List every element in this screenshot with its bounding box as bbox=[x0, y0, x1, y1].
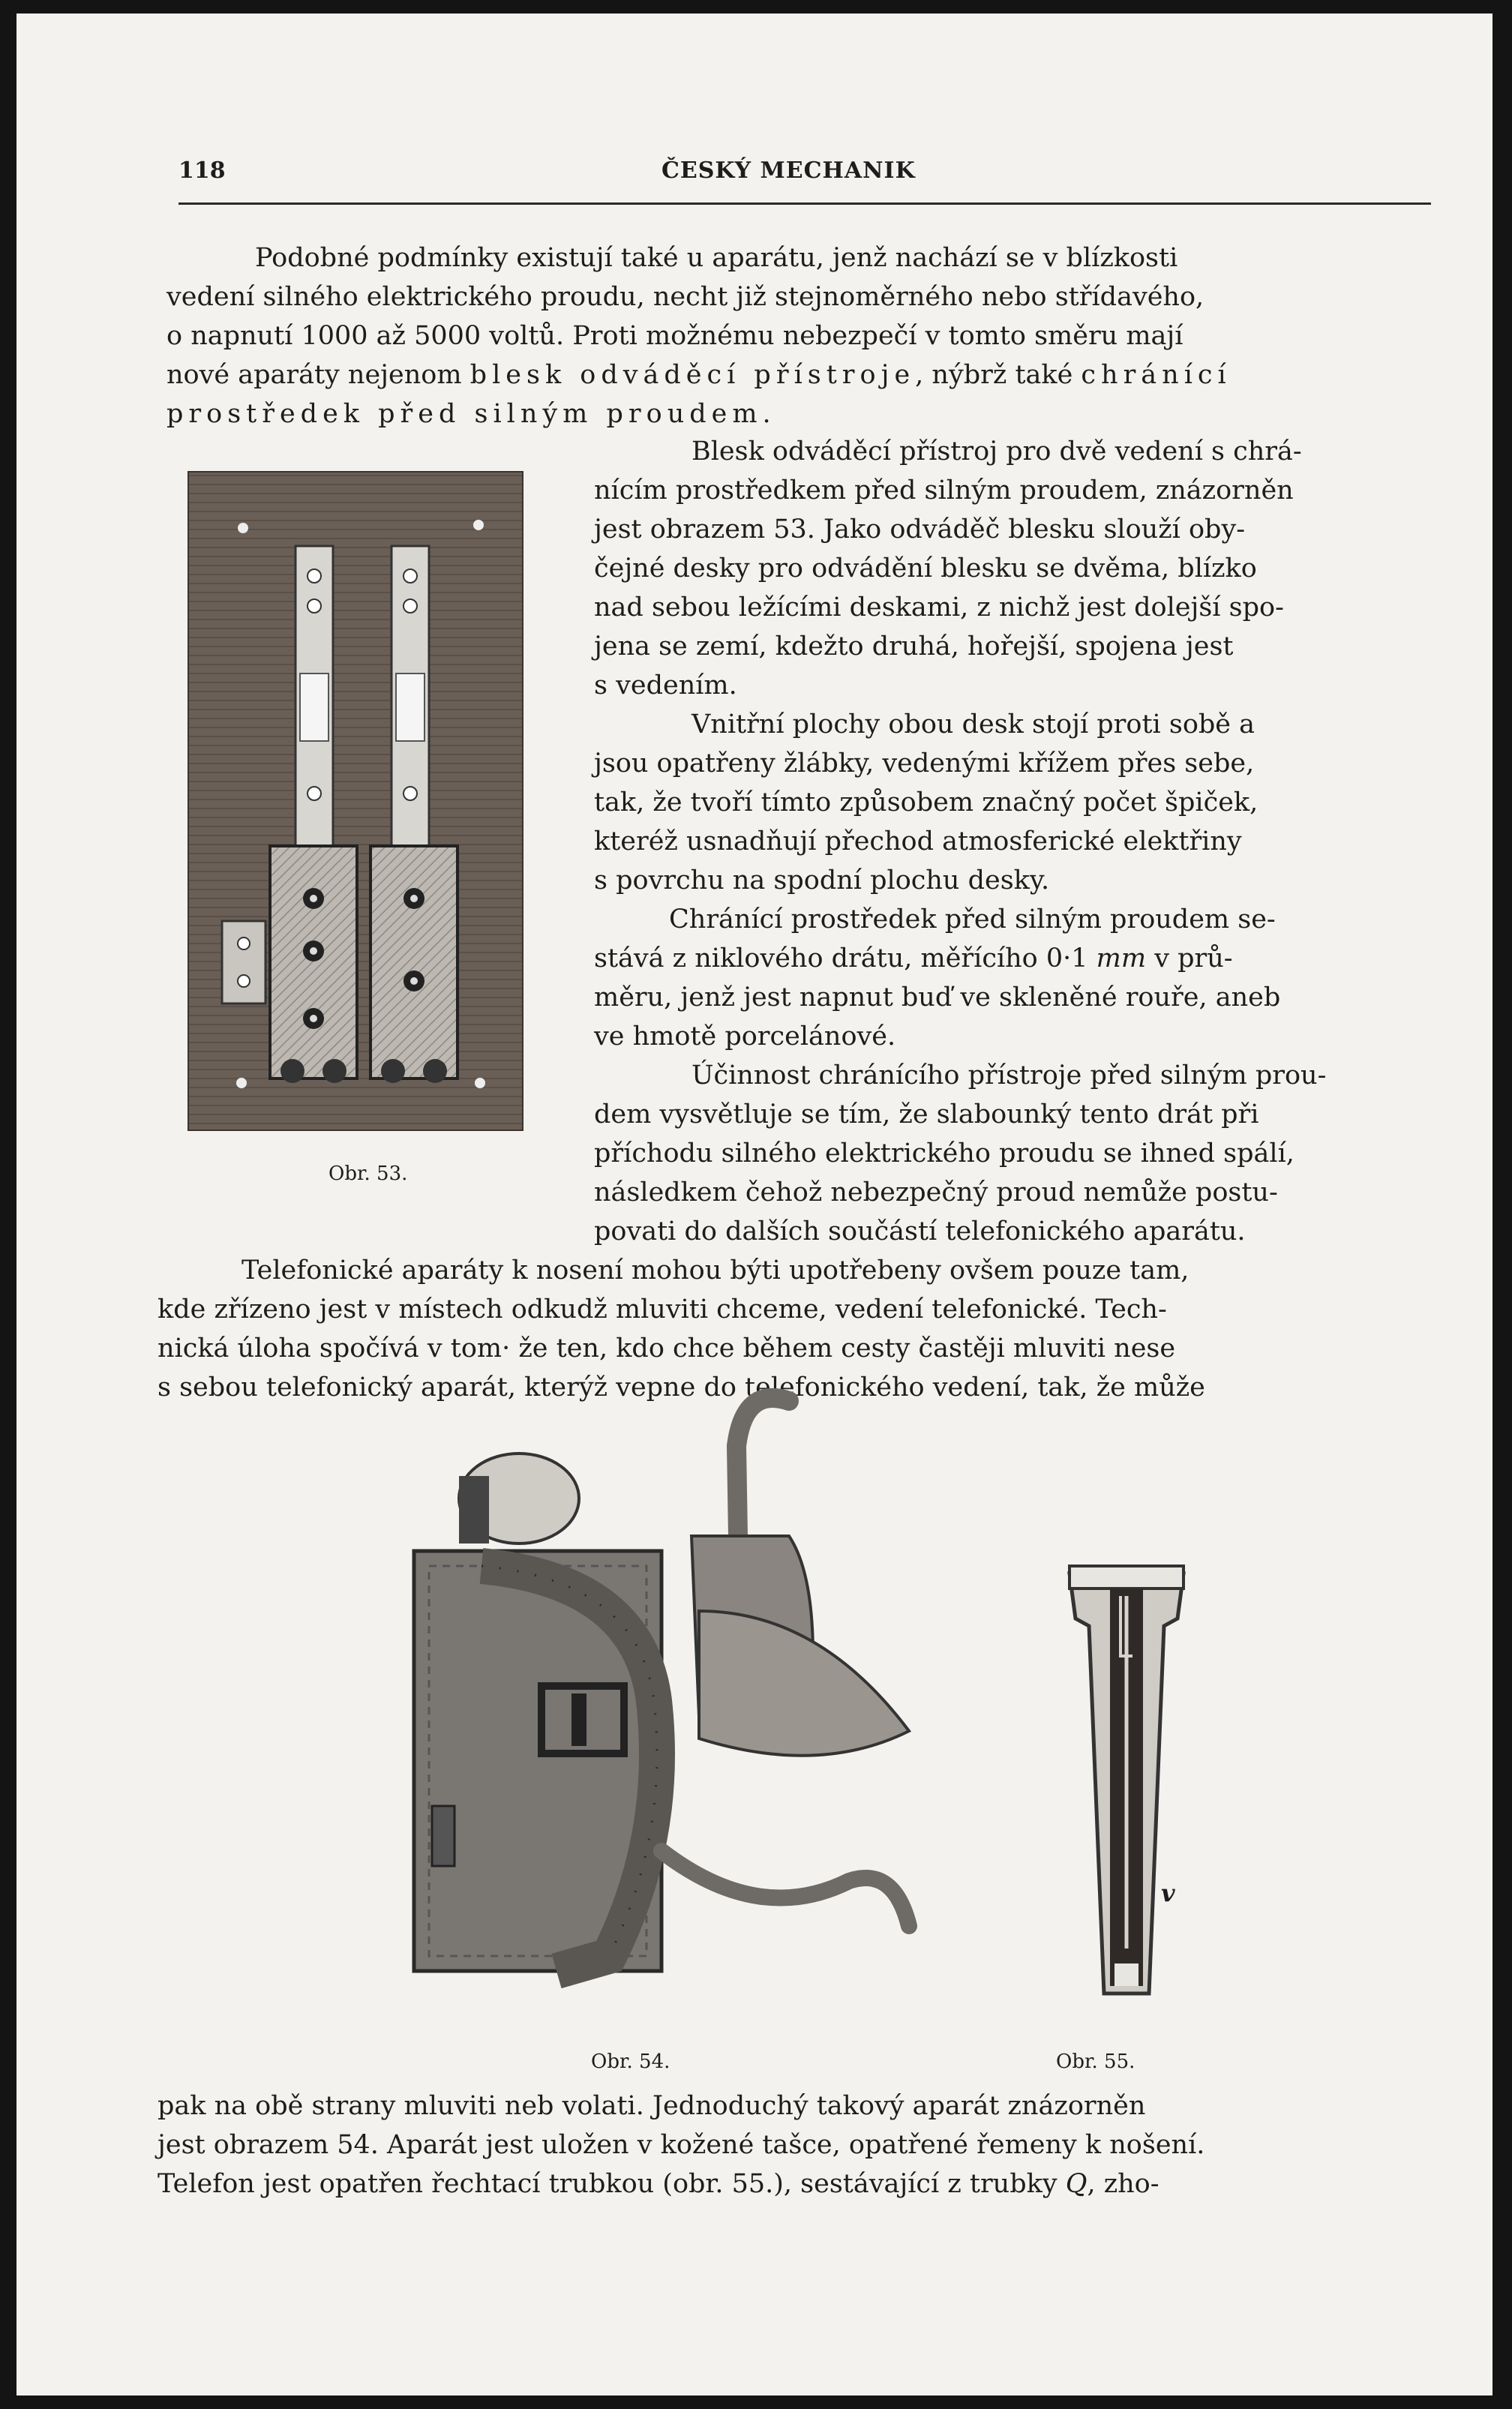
text-line: Blesk odváděcí přístroj pro dvě vedení s chrá- bbox=[692, 436, 1302, 466]
text-run: v prů- bbox=[1146, 944, 1233, 974]
text-line: povati do dalších součástí telefonického aparátu. bbox=[594, 1216, 1246, 1246]
running-title: ČESKÝ MECHANIK bbox=[662, 158, 916, 184]
emphasis: prostředek před silným proudem bbox=[166, 399, 763, 429]
text-line: s vedením. bbox=[594, 670, 737, 700]
text-line: vedení silného elektrického proudu, necht již stejnoměrného nebo střídavého, bbox=[166, 282, 1204, 312]
text-line: jest obrazem 53. Jako odváděč blesku slouží oby- bbox=[594, 514, 1246, 544]
figure-53-caption: Obr. 53. bbox=[328, 1162, 408, 1185]
text-run: stává z niklového drátu, měřícího 0·1 bbox=[594, 944, 1096, 974]
text-line: kde zřízeno jest v místech odkudž mluviti chceme, vedení telefonické. Tech- bbox=[158, 1294, 1167, 1324]
text-line: Účinnost chránícího přístroje před silným prou- bbox=[692, 1060, 1327, 1090]
text-run: nové aparáty nejenom bbox=[166, 360, 470, 390]
text-line: nícím prostředkem před silným proudem, znázorněn bbox=[594, 476, 1294, 506]
text-line: Podobné podmínky existují také u aparátu, jenž nachází se v blízkosti bbox=[255, 243, 1178, 273]
text-line: tak, že tvoří tímto způsobem značný počet špiček, bbox=[594, 788, 1258, 818]
portable-telephone-illustration bbox=[369, 1386, 939, 2024]
text-run: . bbox=[762, 399, 771, 429]
text-line: s sebou telefonický aparát, kterýž vepne do telefonického vedení, tak, že může bbox=[158, 1372, 1205, 1402]
text-line: s povrchu na spodní plochu desky. bbox=[594, 866, 1050, 896]
text-line: ve hmotě porcelánové. bbox=[594, 1022, 896, 1052]
text-line bbox=[166, 356, 1232, 394]
text-line bbox=[158, 2164, 1160, 2204]
text-line: následkem čehož nebezpečný proud nemůže postu- bbox=[594, 1178, 1278, 1208]
text-line: o napnutí 1000 až 5000 voltů. Proti možnému nebezpečí v tomto směru mají bbox=[166, 321, 1184, 351]
figure-55 bbox=[1052, 1544, 1202, 2008]
rattle-tube-illustration bbox=[1052, 1544, 1202, 2008]
text-run: Telefon jest opatřen řechtací trubkou (obr. 55.), sestávající z trubky bbox=[158, 2169, 1066, 2199]
header-rule bbox=[178, 202, 1431, 205]
text-line: dem vysvětluje se tím, že slabounký tento drát při bbox=[594, 1100, 1259, 1130]
emphasis: chránící bbox=[1081, 360, 1232, 390]
unit: mm bbox=[1096, 944, 1147, 974]
book-page bbox=[16, 14, 1492, 2396]
text-line: kteréž usnadňují přechod atmosferické elektřiny bbox=[594, 826, 1242, 856]
emphasis: blesk odváděcí přístroje bbox=[470, 360, 916, 390]
page-number: 118 bbox=[178, 158, 226, 184]
figure-55-caption: Obr. 55. bbox=[1056, 2050, 1136, 2073]
figure-54 bbox=[369, 1386, 939, 2024]
text-line: jest obrazem 54. Aparát jest uložen v kožené tašce, opatřené řemeny k nošení. bbox=[158, 2130, 1205, 2160]
figure-53 bbox=[188, 471, 524, 1131]
text-line: nická úloha spočívá v tom· že ten, kdo chce během cesty častěji mluviti nese bbox=[158, 1334, 1176, 1364]
text-line: nad sebou ležícími deskami, z nichž jest dolejší spo- bbox=[594, 592, 1284, 622]
lightning-arrester-illustration bbox=[188, 471, 524, 1131]
text-line: čejné desky pro odvádění blesku se dvěma, blízko bbox=[594, 554, 1257, 584]
text-line: měru, jenž jest napnut buď ve skleněné rouře, aneb bbox=[594, 982, 1281, 1012]
figure-55-label: v bbox=[1161, 1879, 1175, 1907]
text-line: pak na obě strany mluviti neb volati. Jednoduchý takový aparát znázorněn bbox=[158, 2091, 1146, 2121]
text-line bbox=[166, 394, 771, 434]
symbol: Q bbox=[1065, 2169, 1088, 2199]
text-run: , zho- bbox=[1087, 2169, 1160, 2199]
text-line: jena se zemí, kdežto druhá, hořejší, spojena jest bbox=[594, 632, 1234, 662]
text-line: Chránící prostředek před silným proudem se- bbox=[669, 904, 1276, 934]
figure-54-caption: Obr. 54. bbox=[591, 2050, 670, 2073]
text-line: Telefonické aparáty k nosení mohou býti upotřebeny ovšem pouze tam, bbox=[242, 1256, 1190, 1286]
text-line: Vnitřní plochy obou desk stojí proti sobě a bbox=[692, 710, 1256, 740]
text-line: příchodu silného elektrického proudu se ihned spálí, bbox=[594, 1138, 1294, 1168]
text-run: , nýbrž také bbox=[915, 360, 1082, 390]
text-line bbox=[594, 939, 1233, 978]
text-line: jsou opatřeny žlábky, vedenými křížem přes sebe, bbox=[594, 748, 1255, 778]
